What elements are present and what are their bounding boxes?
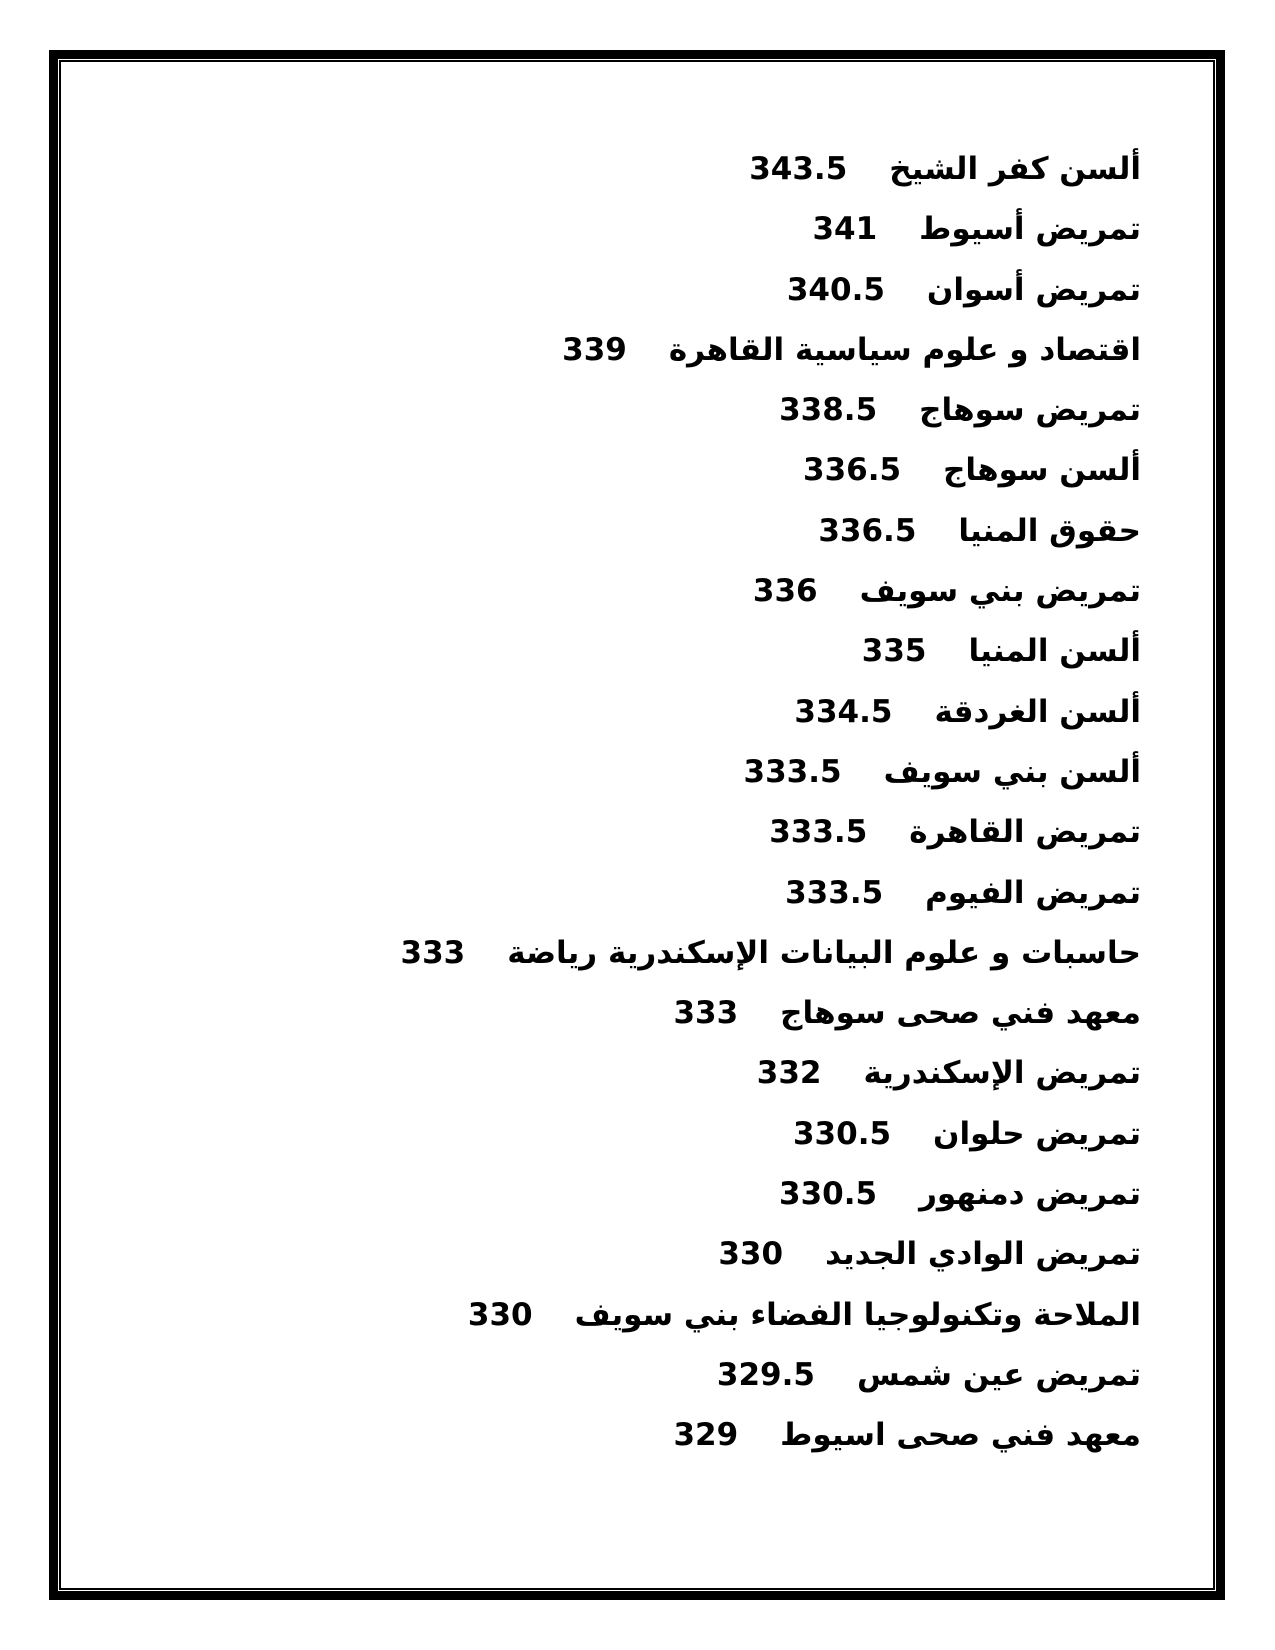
list-item [101,320,1141,380]
item-score: 336 [752,573,818,610]
item-name: ألسن المنيا [968,633,1141,670]
list-item [101,440,1141,500]
item-name: تمريض دمنهور [919,1176,1141,1213]
item-score: 333 [673,995,739,1032]
tab-gap [627,359,669,360]
item-score: 330.5 [779,1176,878,1213]
item-score: 333.5 [785,874,884,911]
list-item [101,1224,1141,1284]
item-score: 333 [400,934,466,971]
item-score: 335 [861,633,927,670]
page-border-outer [49,50,1225,1600]
item-score: 333.5 [769,814,868,851]
item-name: ألسن كفر الشيخ [889,151,1141,187]
item-score: 330 [718,1236,784,1273]
item-score: 338.5 [779,392,878,429]
list-item [101,923,1141,983]
tab-gap [883,902,925,903]
tab-gap [877,238,919,239]
tab-gap [877,1203,919,1204]
tab-gap [901,479,943,480]
item-score: 329.5 [716,1356,815,1393]
item-score: 341 [812,211,878,248]
list-item [101,1043,1141,1103]
list-item [101,682,1141,742]
item-score: 334.5 [794,693,893,730]
item-score: 336.5 [818,512,917,549]
score-list [101,139,1141,1466]
item-name: تمريض أسوان [926,271,1141,308]
item-score: 329 [673,1417,739,1454]
item-score: 330.5 [792,1115,892,1152]
item-name: ألسن الغردقة [934,693,1141,730]
item-name: ألسن سوهاج [943,452,1141,489]
tab-gap [877,419,919,420]
tab-gap [927,660,969,661]
item-name: حقوق المنيا [958,512,1141,549]
item-name: تمريض عين شمس [856,1356,1141,1393]
item-name: معهد فني صحى سوهاج [780,995,1141,1032]
list-item [101,1164,1141,1224]
list-item [101,621,1141,681]
list-item [101,501,1141,561]
list-item [101,380,1141,440]
tab-gap [533,1324,575,1325]
item-score: 332 [756,1055,822,1092]
item-score: 330 [467,1296,533,1333]
list-item [101,983,1141,1043]
list-item [101,742,1141,802]
tab-gap [738,1022,780,1023]
list-item [101,139,1141,199]
page-border-inner [59,60,1215,1590]
tab-gap [892,721,934,722]
item-name: تمريض الإسكندرية [863,1055,1141,1092]
item-name: ألسن بني سويف [883,753,1141,790]
item-name: تمريض الوادي الجديد [825,1236,1141,1273]
tab-gap [465,962,507,963]
tab-gap [783,1263,825,1264]
item-name: تمريض القاهرة [909,814,1141,851]
list-item [101,199,1141,259]
list-item [101,561,1141,621]
list-item [101,1104,1141,1164]
tab-gap [891,1143,933,1144]
item-name: تمريض حلوان [933,1115,1141,1152]
item-score: 340.5 [786,271,885,308]
item-name: تمريض سوهاج [919,392,1141,429]
tab-gap [818,600,860,601]
tab-gap [867,841,909,842]
item-score: 343.5 [749,151,848,187]
tab-gap [885,299,927,300]
item-name: اقتصاد و علوم سياسية القاهرة [668,331,1141,368]
tab-gap [821,1082,863,1083]
list-item [101,1405,1141,1465]
tab-gap [842,781,884,782]
item-score: 333.5 [743,753,842,790]
item-score: 336.5 [803,452,902,489]
tab-gap [847,178,889,179]
item-name: حاسبات و علوم البيانات الإسكندرية رياضة [507,934,1141,971]
list-item [101,260,1141,320]
list-item [101,802,1141,862]
tab-gap [815,1384,857,1385]
list-item [101,863,1141,923]
tab-gap [916,540,958,541]
item-name: الملاحة وتكنولوجيا الفضاء بني سويف [574,1296,1141,1333]
item-name: تمريض بني سويف [859,573,1141,610]
page-content [61,62,1213,1588]
tab-gap [738,1444,780,1445]
item-name: معهد فني صحى اسيوط [780,1417,1141,1454]
list-item [101,1285,1141,1345]
item-score: 339 [562,331,627,368]
item-name: تمريض أسيوط [919,211,1141,248]
item-name: تمريض الفيوم [925,874,1141,911]
list-item [101,1345,1141,1405]
